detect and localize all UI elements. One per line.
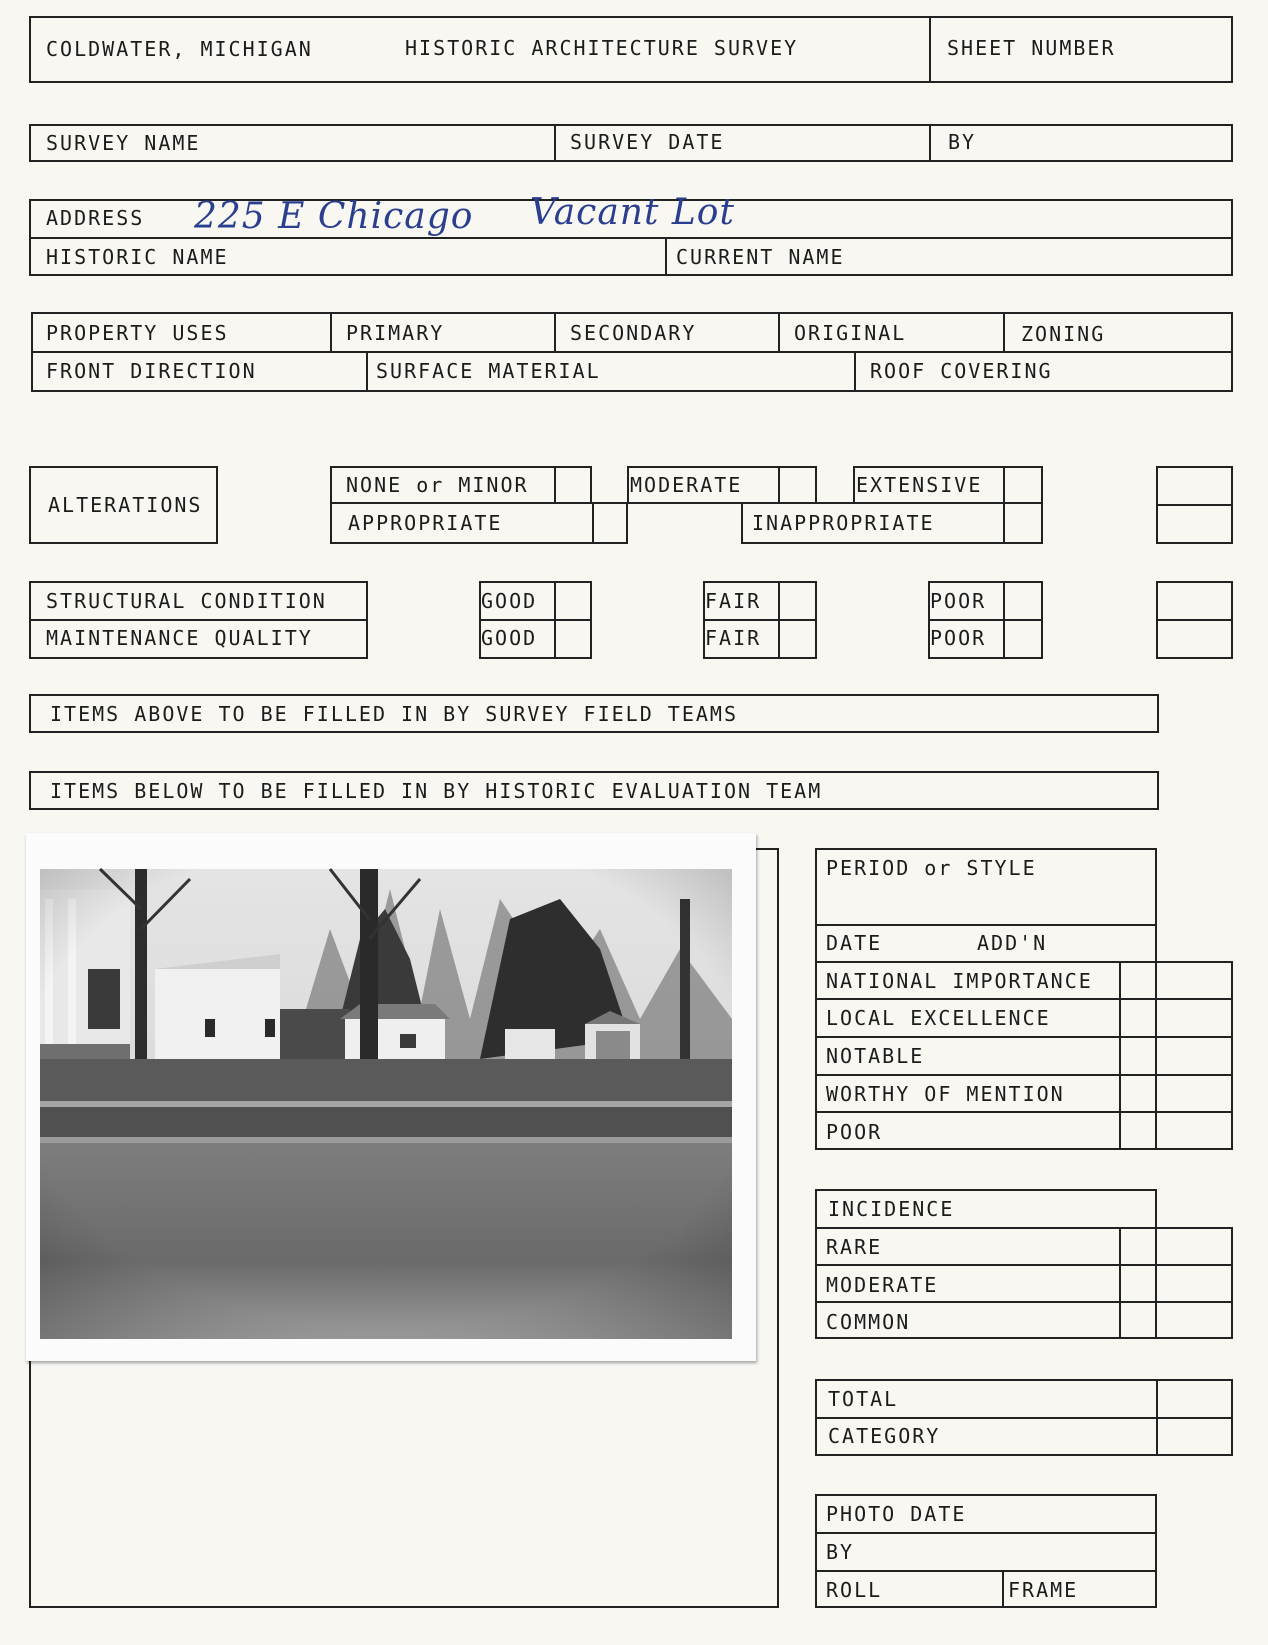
evaluation-addn-label: ADD'N [977,931,1048,955]
property-photograph [26,833,756,1361]
rare-label: RARE [826,1235,883,1259]
address-value: 225 E Chicago [194,196,474,237]
current-name-label: CURRENT NAME [676,245,845,269]
primary-label: PRIMARY [346,321,445,345]
alterations-extensive-checkbox[interactable] [1003,466,1043,504]
structural-fair-label: FAIR [705,589,762,613]
alterations-inappropriate-checkbox[interactable] [1003,502,1043,544]
incidence-label: INCIDENCE [828,1197,955,1221]
structural-poor-label: POOR [930,589,987,613]
appropriate-label: APPROPRIATE [348,511,503,535]
original-label: ORIGINAL [794,321,907,345]
worthy-of-mention-label: WORTHY OF MENTION [826,1082,1065,1106]
survey-date-label: SURVEY DATE [570,130,725,154]
notable-label: NOTABLE [826,1044,925,1068]
period-style-label: PERIOD or STYLE [826,856,1037,880]
evaluation-score-column [1119,961,1233,1150]
maintenance-quality-label: MAINTENANCE QUALITY [46,626,313,650]
field-teams-note: ITEMS ABOVE TO BE FILLED IN BY SURVEY FIELD TEAMS [50,702,739,726]
alterations-appropriate-checkbox[interactable] [592,502,628,544]
frame-label: FRAME [1008,1578,1079,1602]
zoning-label: ZONING [1021,322,1106,346]
maintenance-good-checkbox[interactable] [554,619,592,659]
street-scene-image [26,833,756,1361]
incidence-score-column [1119,1227,1233,1339]
photo-date-label: PHOTO DATE [826,1502,967,1526]
maintenance-poor-checkbox[interactable] [1003,619,1043,659]
national-importance-label: NATIONAL IMPORTANCE [826,969,1093,993]
structural-good-label: GOOD [481,589,538,613]
address-label: ADDRESS [46,206,145,230]
survey-title: HISTORIC ARCHITECTURE SURVEY [405,36,799,60]
maintenance-good-label: GOOD [481,626,538,650]
sheet-number-label: SHEET NUMBER [947,36,1116,60]
evaluation-poor-label: POOR [826,1120,883,1144]
alterations-moderate-checkbox[interactable] [778,466,817,504]
total-label: TOTAL [828,1387,899,1411]
address-note: Vacant Lot [530,192,735,233]
survey-name-label: SURVEY NAME [46,131,201,155]
alterations-none-minor-checkbox[interactable] [554,466,592,504]
structural-condition-label: STRUCTURAL CONDITION [46,589,327,613]
local-excellence-label: LOCAL EXCELLENCE [826,1006,1051,1030]
evaluation-date-label: DATE [826,931,883,955]
surface-material-label: SURFACE MATERIAL [376,359,601,383]
survey-by-label: BY [948,130,977,154]
maintenance-fair-label: FAIR [705,626,762,650]
incidence-moderate-label: MODERATE [826,1273,939,1297]
common-label: COMMON [826,1310,911,1334]
inappropriate-label: INAPPROPRIATE [752,511,935,535]
maintenance-poor-label: POOR [930,626,987,650]
front-direction-label: FRONT DIRECTION [46,359,257,383]
secondary-label: SECONDARY [570,321,697,345]
photo-by-label: BY [826,1540,855,1564]
alterations-label: ALTERATIONS [48,493,203,517]
roll-label: ROLL [826,1578,883,1602]
evaluation-team-note: ITEMS BELOW TO BE FILLED IN BY HISTORIC EVALUATION TEAM [50,779,823,803]
property-uses-label: PROPERTY USES [46,321,229,345]
historic-name-label: HISTORIC NAME [46,245,229,269]
none-minor-label: NONE or MINOR [346,473,529,497]
structural-good-checkbox[interactable] [554,581,592,621]
moderate-label: MODERATE [630,473,743,497]
structural-poor-checkbox[interactable] [1003,581,1043,621]
category-label: CATEGORY [828,1424,941,1448]
extensive-label: EXTENSIVE [856,473,983,497]
roof-covering-label: ROOF COVERING [870,359,1053,383]
city-label: COLDWATER, MICHIGAN [46,37,313,61]
structural-fair-checkbox[interactable] [778,581,817,621]
maintenance-fair-checkbox[interactable] [778,619,817,659]
